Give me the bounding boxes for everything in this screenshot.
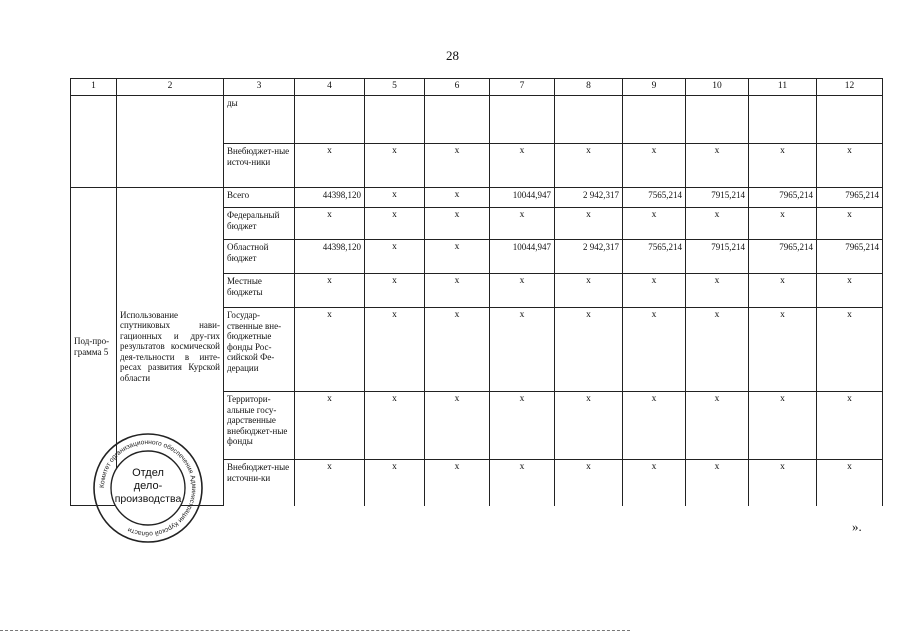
source-cell: Федеральный бюджет (224, 208, 295, 240)
value-cell: 7965,214 (817, 240, 883, 274)
value-cell: х (295, 308, 365, 392)
value-cell: х (425, 188, 490, 208)
table-row (71, 188, 883, 208)
header-cell: 12 (817, 79, 883, 96)
value-cell: х (295, 144, 365, 188)
value-cell: 7565,214 (623, 240, 686, 274)
value-cell: х (555, 144, 623, 188)
value-cell: х (295, 460, 365, 506)
program-name: Использование спутниковых нави-гационных и дру-гих результатов космической дея-тельности в инте-ресах развития Курской области (117, 188, 224, 506)
value-cell: х (490, 460, 555, 506)
value-cell: 2 942,317 (555, 188, 623, 208)
stamp-line: Отдел (132, 467, 164, 479)
value-cell: х (490, 308, 555, 392)
value-cell: х (555, 208, 623, 240)
source-cell: Территори-альные госу-дарственные внебюджет-ные фонды (224, 392, 295, 460)
value-cell: х (555, 274, 623, 308)
program-code: Под-про-грамма 5 (71, 188, 117, 506)
table-row (71, 96, 883, 144)
value-cell: х (365, 144, 425, 188)
value-cell: х (749, 460, 817, 506)
value-cell: х (623, 274, 686, 308)
header-cell: 10 (686, 79, 749, 96)
value-cell: х (490, 274, 555, 308)
value-cell: х (623, 308, 686, 392)
value-cell: х (555, 392, 623, 460)
stamp-line: дело- (133, 480, 163, 492)
value-cell: х (686, 308, 749, 392)
value-cell: х (425, 274, 490, 308)
value-cell: х (365, 460, 425, 506)
value-cell: х (749, 208, 817, 240)
value-cell: 7965,214 (749, 188, 817, 208)
stamp-line: производства (114, 493, 182, 505)
value-cell: х (817, 274, 883, 308)
value-cell: х (749, 392, 817, 460)
value-cell: х (817, 308, 883, 392)
source-cell: Местные бюджеты (224, 274, 295, 308)
value-cell: 44398,120 (295, 240, 365, 274)
value-cell: 7565,214 (623, 188, 686, 208)
value-cell: х (365, 274, 425, 308)
source-cell: ды (224, 96, 295, 144)
value-cell: х (686, 460, 749, 506)
page-number: 28 (446, 48, 459, 63)
value-cell: 7915,214 (686, 240, 749, 274)
value-cell: х (623, 208, 686, 240)
value-cell: 7965,214 (749, 240, 817, 274)
source-cell: Государ-ственные вне-бюджетные фонды Рос-сийской Фе-дерации (224, 308, 295, 392)
header-cell: 6 (425, 79, 490, 96)
source-cell: Всего (224, 188, 295, 208)
value-cell: х (623, 392, 686, 460)
value-cell: х (365, 308, 425, 392)
header-cell: 9 (623, 79, 686, 96)
value-cell: х (686, 208, 749, 240)
value-cell: х (749, 308, 817, 392)
header-cell: 1 (71, 79, 117, 96)
value-cell: 7915,214 (686, 188, 749, 208)
value-cell: х (490, 144, 555, 188)
footer-divider (0, 630, 630, 631)
value-cell: х (365, 188, 425, 208)
value-cell: х (623, 144, 686, 188)
value-cell: х (425, 460, 490, 506)
value-cell: х (555, 308, 623, 392)
office-stamp (92, 432, 204, 544)
value-cell: х (365, 392, 425, 460)
value-cell: х (425, 308, 490, 392)
value-cell: х (749, 144, 817, 188)
value-cell: х (295, 274, 365, 308)
header-cell: 8 (555, 79, 623, 96)
value-cell: х (295, 392, 365, 460)
value-cell: х (686, 274, 749, 308)
value-cell: х (425, 144, 490, 188)
value-cell: х (817, 208, 883, 240)
value-cell: 2 942,317 (555, 240, 623, 274)
value-cell: 44398,120 (295, 188, 365, 208)
source-cell: Областной бюджет (224, 240, 295, 274)
header-cell: 2 (117, 79, 224, 96)
source-cell: Внебюджет-ные источ-ники (224, 144, 295, 188)
value-cell: х (686, 144, 749, 188)
value-cell: х (686, 392, 749, 460)
header-cell: 7 (490, 79, 555, 96)
value-cell: х (425, 208, 490, 240)
value-cell: х (425, 392, 490, 460)
value-cell: х (817, 144, 883, 188)
value-cell: х (749, 274, 817, 308)
empty-cell (117, 96, 224, 188)
closing-quote: ». (852, 519, 862, 534)
header-cell: 3 (224, 79, 295, 96)
header-cell: 4 (295, 79, 365, 96)
value-cell: х (365, 208, 425, 240)
value-cell: х (295, 208, 365, 240)
value-cell: х (817, 460, 883, 506)
value-cell: х (555, 460, 623, 506)
value-cell: х (490, 392, 555, 460)
value-cell: х (817, 392, 883, 460)
value-cell: х (490, 208, 555, 240)
value-cell: 10044,947 (490, 188, 555, 208)
stamp-ring-text: Комитет организационного обеспечения Администрации Курской области (98, 438, 198, 538)
value-cell: х (425, 240, 490, 274)
source-cell: Внебюджет-ные источни-ки (224, 460, 295, 506)
header-cell: 5 (365, 79, 425, 96)
value-cell: 10044,947 (490, 240, 555, 274)
empty-cell (71, 96, 117, 188)
value-cell: х (365, 240, 425, 274)
value-cell: 7965,214 (817, 188, 883, 208)
header-cell: 11 (749, 79, 817, 96)
table-header-row (71, 79, 883, 96)
value-cell: х (623, 460, 686, 506)
